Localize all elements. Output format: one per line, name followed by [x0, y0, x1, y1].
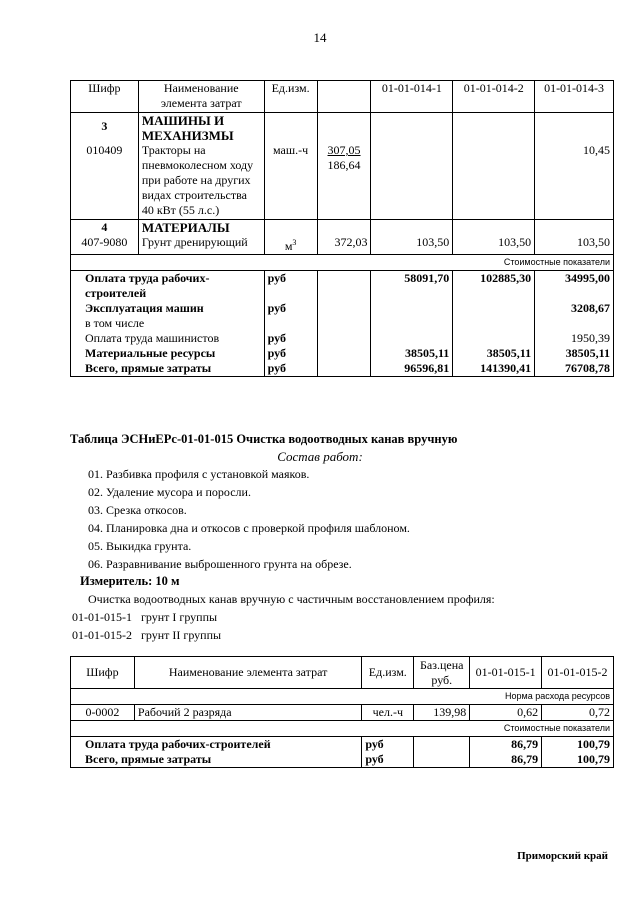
summary-value-3: 38505,11	[535, 346, 614, 361]
price-secondary: 186,64	[327, 158, 361, 172]
summary-row	[71, 301, 614, 316]
meter-label: Измеритель: 10 м	[80, 574, 180, 588]
section-title: МАШИНЫ И МЕХАНИЗМЫ	[138, 113, 264, 144]
summary-row	[71, 737, 614, 753]
table-row	[71, 143, 614, 219]
summary-value-2	[453, 331, 535, 346]
row-value-2: 103,50	[453, 235, 535, 255]
row-price: 139,98	[414, 705, 470, 721]
summary-row	[71, 270, 614, 301]
summary-value-2: 100,79	[542, 752, 614, 768]
steps-list	[88, 466, 608, 576]
summary-unit: руб	[264, 361, 317, 377]
header-col2: 01-01-015-2	[542, 657, 614, 689]
price-primary: 307,05	[327, 143, 361, 157]
resource-table-014	[70, 80, 614, 377]
summary-rows	[71, 737, 614, 768]
summary-empty	[317, 316, 371, 331]
summary-value-3: 3208,67	[535, 301, 614, 316]
list-item: 02. Удаление мусора и поросли.	[88, 485, 251, 499]
section-number: 3	[71, 113, 139, 144]
summary-empty	[317, 361, 371, 377]
header-name: Наименование элемента затрат	[138, 81, 264, 113]
row-value-2	[453, 143, 535, 219]
composition-label: Состав работ:	[277, 449, 363, 464]
table-header-row	[71, 81, 614, 113]
region-footer: Приморский край	[517, 850, 608, 862]
summary-value-2: 38505,11	[453, 346, 535, 361]
row-code: 010409	[71, 143, 139, 219]
row-value-1: 103,50	[371, 235, 453, 255]
section-machines	[71, 113, 614, 144]
table-row	[71, 235, 614, 255]
summary-value-1	[371, 301, 453, 316]
summary-unit: руб	[362, 752, 414, 768]
cost-label-row	[71, 721, 614, 737]
summary-row	[71, 316, 614, 331]
summary-value-1: 86,79	[470, 737, 542, 753]
summary-name: Материальные ресурсы	[71, 346, 265, 361]
list-item: 06. Разравнивание выброшенного грунта на обрезе.	[88, 557, 352, 571]
summary-value-3: 1950,39	[535, 331, 614, 346]
summary-value-1: 96596,81	[371, 361, 453, 377]
norm-label: Норма расхода ресурсов	[71, 689, 614, 705]
variant-2: 01-01-015-2 грунт II группы	[72, 628, 222, 642]
row-code: 0-0002	[71, 705, 135, 721]
row-unit: чел.-ч	[362, 705, 414, 721]
summary-unit: руб	[264, 331, 317, 346]
section-number: 4	[71, 219, 139, 235]
description: Очистка водоотводных канав вручную с частичным восстановлением профиля:	[88, 592, 495, 606]
summary-value-2	[453, 316, 535, 331]
summary-unit	[264, 316, 317, 331]
summary-name: Эксплуатация машин	[71, 301, 265, 316]
summary-name: Всего, прямые затраты	[71, 752, 362, 768]
summary-value-3	[535, 316, 614, 331]
summary-value-3: 76708,78	[535, 361, 614, 377]
summary-value-1: 58091,70	[371, 270, 453, 301]
list-item: 04. Планировка дна и откосов с проверкой профиля шаблоном.	[88, 521, 410, 535]
summary-row	[71, 752, 614, 768]
summary-empty	[414, 737, 470, 753]
summary-empty	[317, 301, 371, 316]
summary-row	[71, 331, 614, 346]
row-price	[317, 143, 371, 219]
summary-value-2	[453, 301, 535, 316]
summary-name: Оплата труда рабочих-строителей	[71, 270, 265, 301]
summary-row	[71, 361, 614, 377]
section-title: МАТЕРИАЛЫ	[138, 219, 264, 235]
summary-value-2: 100,79	[542, 737, 614, 753]
header-code: Шифр	[71, 657, 135, 689]
summary-unit: руб	[264, 301, 317, 316]
variant-1: 01-01-015-1 грунт I группы	[72, 610, 218, 624]
row-value-2: 0,72	[542, 705, 614, 721]
header-price: Баз.цена руб.	[414, 657, 470, 689]
summary-value-1	[371, 316, 453, 331]
summary-rows	[71, 270, 614, 376]
cost-label: Стоимостные показатели	[71, 254, 614, 270]
summary-value-1	[371, 331, 453, 346]
summary-name: Всего, прямые затраты	[71, 361, 265, 377]
cost-label-row	[71, 254, 614, 270]
row-price: 372,03	[317, 235, 371, 255]
summary-unit: руб	[264, 346, 317, 361]
header-col1: 01-01-015-1	[470, 657, 542, 689]
header-price	[317, 81, 371, 113]
row-value-3: 10,45	[535, 143, 614, 219]
summary-value-2: 141390,41	[453, 361, 535, 377]
row-name: Грунт дренирующий	[138, 235, 264, 255]
summary-value-2: 102885,30	[453, 270, 535, 301]
row-value-1	[371, 143, 453, 219]
summary-value-3: 34995,00	[535, 270, 614, 301]
summary-unit: руб	[362, 737, 414, 753]
summary-name: в том числе	[71, 316, 265, 331]
row-unit: $м^3$	[264, 235, 317, 255]
table-title: Таблица ЭСНиЕРс-01-01-015 Очистка водоотводных канав вручную	[70, 432, 458, 446]
table-header-row	[71, 657, 614, 689]
row-unit: маш.-ч	[264, 143, 317, 219]
cost-label: Стоимостные показатели	[71, 721, 614, 737]
header-col1: 01-01-014-1	[371, 81, 453, 113]
norm-label-row	[71, 689, 614, 705]
summary-empty	[414, 752, 470, 768]
summary-unit: руб	[264, 270, 317, 301]
header-unit: Ед.изм.	[264, 81, 317, 113]
page-number: 14	[313, 30, 327, 45]
section-materials	[71, 219, 614, 235]
list-item: 01. Разбивка профиля с установкой маяков.	[88, 467, 310, 481]
row-name: Тракторы на пневмоколесном ходу при работе на других видах строительства 40 кВт (55 л.с.)	[138, 143, 264, 219]
summary-row	[71, 346, 614, 361]
row-code: 407-9080	[71, 235, 139, 255]
header-code: Шифр	[71, 81, 139, 113]
row-name: Рабочий 2 разряда	[134, 705, 361, 721]
header-col3: 01-01-014-3	[535, 81, 614, 113]
summary-empty	[317, 270, 371, 301]
header-unit: Ед.изм.	[362, 657, 414, 689]
list-item: 05. Выкидка грунта.	[88, 539, 192, 553]
header-name: Наименование элемента затрат	[134, 657, 361, 689]
row-value-3: 103,50	[535, 235, 614, 255]
list-item: 03. Срезка откосов.	[88, 503, 187, 517]
header-col2: 01-01-014-2	[453, 81, 535, 113]
row-value-1: 0,62	[470, 705, 542, 721]
table-row	[71, 705, 614, 721]
summary-name: Оплата труда машинистов	[71, 331, 265, 346]
summary-value-1: 38505,11	[371, 346, 453, 361]
summary-empty	[317, 331, 371, 346]
summary-value-1: 86,79	[470, 752, 542, 768]
summary-name: Оплата труда рабочих-строителей	[71, 737, 362, 753]
summary-empty	[317, 346, 371, 361]
resource-table-015	[70, 656, 614, 768]
